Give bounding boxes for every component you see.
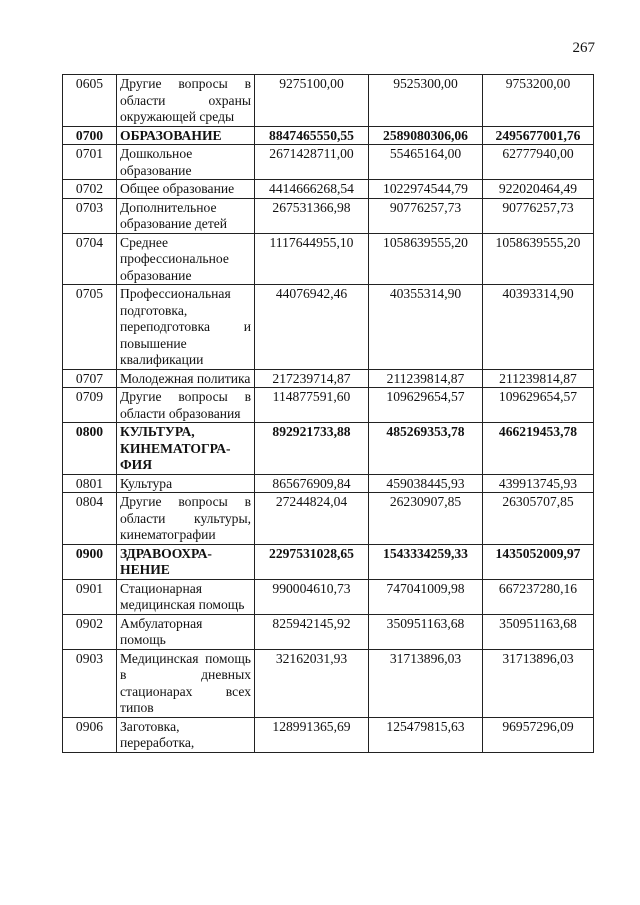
amount-col-1: 44076942,46 [255,285,369,370]
section-code: 0707 [63,369,117,388]
amount-col-3: 466219453,78 [483,423,594,475]
amount-col-2: 109629654,57 [369,388,483,423]
section-name: Стационарная медицинская помощь [117,579,255,614]
section-name: Дополнительное образование детей [117,198,255,233]
table-row [63,474,594,493]
amount-col-1: 128991365,69 [255,717,369,752]
amount-col-2: 211239814,87 [369,369,483,388]
amount-col-3: 62777940,00 [483,145,594,180]
amount-col-2: 747041009,98 [369,579,483,614]
amount-col-2: 9525300,00 [369,75,483,127]
section-code: 0902 [63,614,117,649]
table-row [63,198,594,233]
section-name: Профессиональная подготовка, переподготовка и повышение квалификации [117,285,255,370]
table-row [63,649,594,717]
amount-col-2: 90776257,73 [369,198,483,233]
amount-col-1: 217239714,87 [255,369,369,388]
amount-col-1: 865676909,84 [255,474,369,493]
amount-col-1: 990004610,73 [255,579,369,614]
amount-col-2: 1058639555,20 [369,233,483,285]
section-code: 0903 [63,649,117,717]
section-name: Другие вопросы в области культуры, кинематографии [117,493,255,545]
section-name: Среднее профессиональное образование [117,233,255,285]
section-code: 0705 [63,285,117,370]
amount-col-1: 8847465550,55 [255,126,369,145]
amount-col-2: 459038445,93 [369,474,483,493]
amount-col-1: 9275100,00 [255,75,369,127]
section-name: ЗДРАВООХРА-НЕНИЕ [117,544,255,579]
amount-col-3: 9753200,00 [483,75,594,127]
amount-col-1: 267531366,98 [255,198,369,233]
table-row [63,233,594,285]
amount-col-3: 26305707,85 [483,493,594,545]
amount-col-3: 96957296,09 [483,717,594,752]
amount-col-3: 109629654,57 [483,388,594,423]
amount-col-2: 40355314,90 [369,285,483,370]
amount-col-1: 32162031,93 [255,649,369,717]
amount-col-3: 90776257,73 [483,198,594,233]
section-name: Медицинская помощь в дневных стационарах всех типов [117,649,255,717]
section-name: Дошкольное образование [117,145,255,180]
amount-col-3: 31713896,03 [483,649,594,717]
section-name: Заготовка, переработка, [117,717,255,752]
table-row [63,614,594,649]
amount-col-1: 2671428711,00 [255,145,369,180]
amount-col-3: 211239814,87 [483,369,594,388]
amount-col-3: 1435052009,97 [483,544,594,579]
table-row [63,75,594,127]
table-row [63,180,594,199]
table-row-section-total [63,423,594,475]
section-code: 0704 [63,233,117,285]
amount-col-2: 55465164,00 [369,145,483,180]
amount-col-2: 125479815,63 [369,717,483,752]
table-row [63,717,594,752]
amount-col-2: 2589080306,06 [369,126,483,145]
amount-col-1: 2297531028,65 [255,544,369,579]
section-name: КУЛЬТУРА, КИНЕМАТОГРА-ФИЯ [117,423,255,475]
page-number: 267 [572,40,595,56]
amount-col-3: 40393314,90 [483,285,594,370]
amount-col-2: 26230907,85 [369,493,483,545]
section-code: 0804 [63,493,117,545]
section-name: Другие вопросы в области образования [117,388,255,423]
table-row [63,388,594,423]
section-name: Амбулаторная помощь [117,614,255,649]
amount-col-1: 27244824,04 [255,493,369,545]
section-code: 0901 [63,579,117,614]
section-code: 0700 [63,126,117,145]
section-code: 0900 [63,544,117,579]
table-row-section-total [63,544,594,579]
table-row [63,579,594,614]
section-code: 0800 [63,423,117,475]
amount-col-2: 1022974544,79 [369,180,483,199]
table-row [63,145,594,180]
section-name: Культура [117,474,255,493]
section-code: 0605 [63,75,117,127]
section-name: Другие вопросы в области охраны окружающей среды [117,75,255,127]
amount-col-3: 667237280,16 [483,579,594,614]
amount-col-2: 31713896,03 [369,649,483,717]
table-row [63,493,594,545]
amount-col-3: 922020464,49 [483,180,594,199]
table-row-section-total [63,126,594,145]
table-row [63,369,594,388]
section-code: 0801 [63,474,117,493]
section-name: Общее образование [117,180,255,199]
amount-col-1: 1117644955,10 [255,233,369,285]
amount-col-2: 485269353,78 [369,423,483,475]
amount-col-3: 1058639555,20 [483,233,594,285]
section-code: 0701 [63,145,117,180]
amount-col-3: 2495677001,76 [483,126,594,145]
amount-col-1: 4414666268,54 [255,180,369,199]
amount-col-1: 825942145,92 [255,614,369,649]
section-name: Молодежная политика [117,369,255,388]
table-row [63,285,594,370]
section-code: 0702 [63,180,117,199]
section-name: ОБРАЗОВАНИЕ [117,126,255,145]
amount-col-3: 439913745,93 [483,474,594,493]
section-code: 0906 [63,717,117,752]
amount-col-2: 350951163,68 [369,614,483,649]
section-code: 0703 [63,198,117,233]
amount-col-1: 892921733,88 [255,423,369,475]
budget-table [62,74,594,753]
amount-col-2: 1543334259,33 [369,544,483,579]
section-code: 0709 [63,388,117,423]
amount-col-3: 350951163,68 [483,614,594,649]
amount-col-1: 114877591,60 [255,388,369,423]
